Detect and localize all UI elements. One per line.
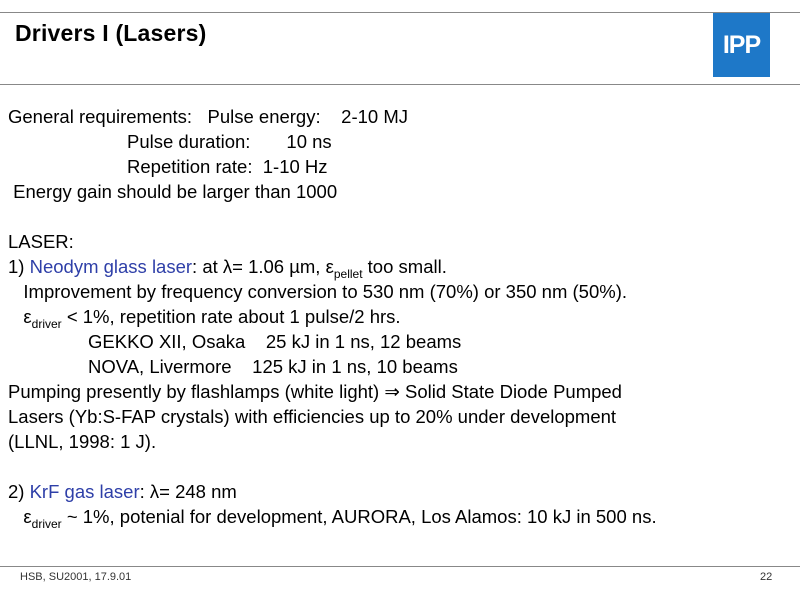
- pulse-duration-value: 10 ns: [286, 131, 332, 152]
- requirements-label: General requirements:: [8, 106, 193, 127]
- gekko-name: GEKKO XII, Osaka: [88, 331, 246, 352]
- krf-gas-laser-label: KrF gas laser: [29, 481, 140, 502]
- item-1-line-3: $\varepsilon_{driver} < 1\%$, repetition rate about 1 pulse/2 hrs.: [23, 306, 401, 331]
- requirements-line-2: [8, 129, 793, 154]
- pumping-line-2: Lasers (Yb:S-FAP crystals) with efficiencies up to 20% under development: [8, 406, 617, 427]
- pulse-energy-value: 2-10 MJ: [341, 106, 408, 127]
- gekko-spec: 25 kJ in 1 ns, 12 beams: [265, 331, 462, 352]
- item-2-line-1: 2) KrF gas laser: λ= 248 nm: [8, 481, 237, 502]
- pumping-line-1: Pumping presently by flashlamps (white light) ⇒ Solid State Diode Pumped: [8, 381, 622, 402]
- item-2-line-2: $\varepsilon_{driver}$ ~ 1%, potenial for development, AURORA, Los Alamos: 10 kJ in 500 ns.: [23, 506, 657, 531]
- requirements-line-1: [8, 104, 793, 129]
- nova-name: NOVA, Livermore: [88, 356, 232, 377]
- footer-rule: [0, 566, 800, 567]
- nova-line: [8, 354, 793, 379]
- pulse-energy-label: Pulse energy:: [207, 106, 321, 127]
- requirements-line-3: [8, 154, 793, 179]
- item-1-line-2: Improvement by frequency conversion to 530 nm (70%) or 350 nm (50%).: [23, 281, 628, 302]
- ipp-logo: IPP: [713, 13, 770, 77]
- item-1-line-1: 1) Neodym glass laser: at λ= 1.06 µm, $\varepsilon_{pellet}$ too small.: [8, 256, 447, 281]
- title-rule: [0, 84, 800, 85]
- pulse-duration-label: Pulse duration:: [127, 131, 251, 152]
- spacer: [8, 204, 793, 229]
- spacer: [8, 454, 793, 479]
- slide-title: Drivers I (Lasers): [15, 20, 207, 46]
- repetition-rate-value: 1-10 Hz: [262, 156, 328, 177]
- page-number: 22: [760, 571, 773, 583]
- top-rule: [0, 12, 800, 13]
- slide-content: [8, 104, 793, 529]
- gekko-line: [8, 329, 793, 354]
- energy-gain-line: Energy gain should be larger than 1000: [13, 181, 338, 202]
- nova-spec: 125 kJ in 1 ns, 10 beams: [252, 356, 458, 377]
- footer-text: HSB, SU2001, 17.9.01: [20, 571, 132, 583]
- neodym-glass-laser-label: Neodym glass laser: [29, 256, 193, 277]
- repetition-rate-label: Repetition rate:: [127, 156, 253, 177]
- laser-heading: LASER:: [8, 231, 74, 252]
- pumping-line-3: (LLNL, 1998: 1 J).: [8, 431, 157, 452]
